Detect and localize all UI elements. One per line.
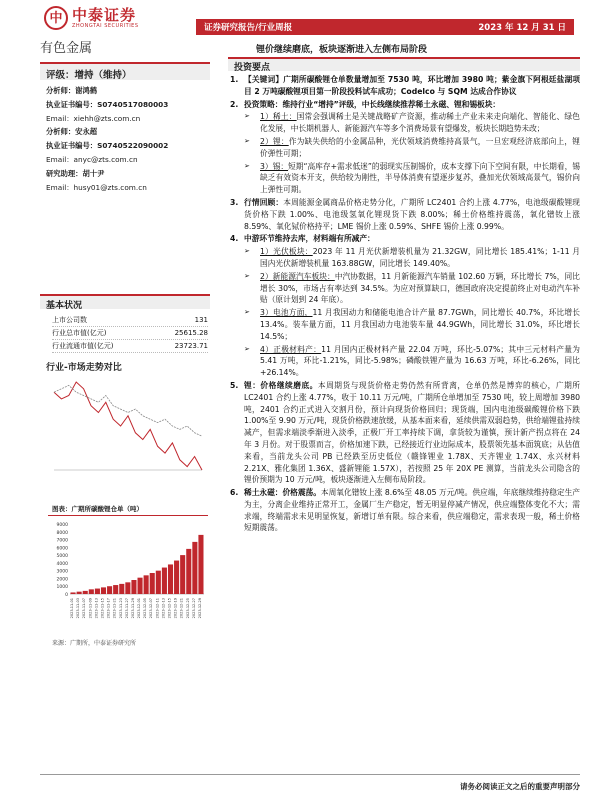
point-2-rare-earth: ➢ 1）稀土：国常会强调稀土是关键战略矿产资源，推动稀土产业未来走向端化、智能化、绿色化发展，中长期机器人、新能源汽车等多个消费场景有望爆发，板块长期趋势未改； (244, 112, 580, 134)
point-4-pv: ➢ 1）光伏板块：2023 年 11 月光伏新增装机量为 21.32GW，同比增长 185.41%；1-11 月国内光伏新增装机量 163.88GW，同比增长 149.40%。 (244, 247, 580, 268)
company-logo (44, 6, 139, 30)
bar (89, 589, 94, 594)
x-tick-label: 2023-12-15 (167, 598, 172, 619)
report-subtitle: 锂价继续磨底，板块逐渐进入左侧布局阶段 (256, 45, 428, 55)
bar (156, 571, 161, 594)
x-tick-label: 2023-12-21 (179, 598, 184, 619)
report-type: 证券研究报告/行业周报 (204, 23, 293, 33)
x-tick-label: 2023-11-29 (130, 598, 135, 619)
arrow-icon: ➢ (244, 247, 250, 256)
arrow-icon: ➢ (244, 271, 250, 280)
bar (174, 561, 179, 594)
y-tick-label: 5000 (56, 554, 68, 560)
arrow-icon: ➢ (244, 161, 250, 170)
x-tick-label: 2023-12-13 (161, 598, 166, 619)
point-1: 1. 【关键词】广期所碳酸锂仓单数量增加至 7530 吨，环比增加 3980 吨；紫金旗下阿根廷盐湖项目 2 万吨碳酸锂项目第一阶段投料试车成功；Codelco 与 SQM 达成合作协议 (230, 75, 580, 96)
point-4-battery: ➢ 3）电池方面，11 月我国动力和储能电池合计产量 87.7GWh，同比增长 40.7%，环比增长 13.4%。装车量方面，11 月我国动力电池装车量 44.9GWh，同比增长 31.0%，环比增长 14.5%； (244, 308, 580, 341)
trend-line-chart (48, 376, 208, 476)
logo-mark-icon: 中 (44, 6, 68, 30)
x-tick-label: 2023-12-11 (155, 598, 160, 619)
bar (138, 578, 143, 594)
x-tick-label: 2023-11-27 (124, 598, 129, 619)
y-tick-label: 0 (65, 593, 68, 598)
bar (131, 580, 136, 594)
x-tick-label: 2023-12-25 (185, 598, 190, 619)
x-tick-label: 2023-12-27 (191, 598, 196, 619)
basic-status-title: 基本状况 (46, 301, 83, 311)
arrow-icon: ➢ (244, 344, 250, 353)
point-2: 2. 投资策略：维持行业“增持”评级，中长线继续推荐稀土永磁、锂和锡板块： (230, 99, 501, 109)
table-row: 上市公司数 131 (52, 314, 208, 327)
trend-head (40, 358, 210, 373)
bar (162, 568, 167, 594)
x-tick-label: 2023-11-23 (118, 598, 123, 619)
arrow-icon: ➢ (244, 136, 250, 145)
industry-title: 有色金属 (40, 41, 93, 56)
bar (192, 542, 197, 594)
point-2-tin: ➢ 3）锡：短期“高库存+需求低迷”的弱现实压制锡价，成本支撑下向下空间有限，中长期看，锡缺乏有效资本开支，供给较为刚性，半导体消费有望逐步复苏，叠加光伏领域高景气，锡价向上弹性可期。 (244, 161, 580, 195)
x-tick-label: 2023-11-03 (76, 598, 81, 619)
y-tick-label: 7000 (56, 538, 68, 544)
logo-name-en: ZHONGTAI SECURITIES (72, 23, 139, 29)
basic-status-head (40, 294, 210, 309)
bar (125, 582, 130, 594)
analyst-2-email: Email：anyc@zts.com.cn (46, 154, 138, 164)
x-tick-label: 2023-12-01 (137, 598, 142, 619)
y-tick-label: 1000 (56, 585, 68, 591)
bar (107, 586, 112, 594)
bar-chart-label: 图表：广期所碳酸锂仓单（吨） (52, 505, 143, 513)
main-head (228, 57, 580, 71)
x-tick-label: 2023-11-15 (100, 598, 105, 619)
point-5: 5. 锂：价格继续磨底。本周期货与现货价格走势仍然有所背离，仓单仍然是博弈的核心，广期所 LC2401 合约上涨 4.77%，收于 10.11 万元/吨，广期所仓单增加至 7530 吨，较上周增加 3980 吨，2401 合约正式进入交割月份，预计向现货价格回归；现货端，国内电池级碳酸锂价格下跌 1.00%至 9.90 万元/吨，现货价格跌速放缓，从基本面来看，延续供需双弱趋势，供给端锂盐持续减产，但需求端淡季渐进入淡季，正极厂开工率持续下调，拿货较为谨慎，预计新产拐点将在 24 年 3 月份。对于股票而言，价格加速下跌，已经接近行业边际成本，股票领先基本面筑底；从估值来看，当前龙头公司 PB 已经跌至历史低位（赣锋锂业 1.78X、天齐锂业 1.74X、永兴材料 2.21X、雅化集团 1.36X、盛新锂能 1.57X），若按照 25 年 20X PE 测算，当前龙头公司隐含的锂价预期为 10 万元/吨，板块逐渐进入左侧布局阶段。 (230, 380, 580, 485)
main-content (230, 74, 580, 535)
x-tick-label: 2023-11-09 (88, 598, 93, 619)
point-6: 6. 稀土永磁：价格震荡。本周氧化镨钕上涨 8.6%至 48.05 万元/吨。供应端，年底继续维持稳定生产为主，分离企业维持正常开工，金属厂生产稳定，暂无明显停减产情况，供应端整体变化不大；需求端，终端需求未见明显恢复，新增订单有限。综合来看，供应端稳定，需求表现一般，稀土价格短期震荡。 (230, 488, 580, 533)
point-4: 4. 中游环节维持去库，材料端有所减产： (230, 234, 375, 244)
analyst-1-name: 分析师：谢鸿鹤 (46, 86, 98, 95)
analyst-1-email: Email：xiehh@zts.com.cn (46, 113, 141, 123)
bar (198, 535, 203, 594)
main-title: 投资要点 (234, 63, 271, 73)
analyst-info (46, 84, 206, 194)
x-tick-label: 2023-12-05 (143, 598, 148, 619)
rating-label: 评级：增持（维持） (46, 70, 132, 81)
arrow-icon: ➢ (244, 112, 250, 121)
x-tick-label: 2023-11-17 (106, 598, 111, 619)
y-tick-label: 8000 (56, 530, 68, 536)
x-tick-label: 2023-11-21 (112, 598, 117, 619)
x-tick-label: 2023-11-13 (94, 598, 99, 619)
bar (95, 589, 100, 594)
warrant-bar-chart (48, 518, 208, 628)
series-line-2 (54, 385, 202, 436)
point-4-cathode: ➢ 4）正极材料产：11 月国内正极材料产量 22.04 万吨，环比-5.07%；其中三元材料产量为 5.41 万吨，环比-1.21%，同比-5.98%；磷酸铁锂产量为 16.63 万吨，环比-6.26%，同比+26.14%。 (244, 344, 580, 378)
point-4-nev: ➢ 2）新能源汽车板块：中汽协数据，11 月新能源汽车销量 102.60 万辆，环比增长 7%，同比增长 30%，市场占有率达到 34.5%。为应对预算缺口，德国政府决定提前终止对电动汽车补贴（原计划到 24 年底）。 (244, 271, 580, 305)
bar (101, 587, 106, 594)
analyst-3-name: 研究助理：胡十尹 (46, 168, 105, 178)
bar (144, 575, 149, 594)
x-tick-label: 2023-11-01 (70, 598, 75, 619)
bar (77, 592, 82, 594)
footer-disclaimer: 请务必阅读正文之后的重要声明部分 (460, 782, 580, 791)
logo-name-cn: 中泰证券 (72, 6, 137, 24)
y-tick-label: 6000 (56, 546, 68, 552)
report-date: 2023 年 12 月 31 日 (478, 23, 566, 33)
y-tick-label: 4000 (56, 561, 68, 567)
y-tick-label: 9000 (56, 523, 68, 528)
bar (113, 585, 118, 594)
y-tick-label: 3000 (56, 569, 68, 575)
bar (150, 573, 155, 594)
analyst-2-cert: 执业证书编号：S0740522090002 (46, 141, 169, 151)
analyst-1-cert: 执业证书编号：S0740517080003 (46, 99, 169, 109)
bar (83, 591, 88, 594)
y-tick-label: 2000 (56, 577, 68, 583)
series-line-1 (54, 382, 202, 470)
arrow-icon: ➢ (244, 308, 250, 317)
page-footer (0, 770, 600, 800)
point-3: 3. 行情回顾：本周能源金属商品价格走势分化，广期所 LC2401 合约上涨 4.77%，电池级碳酸锂现货价格下跌 1.00%、电池级氢氧化锂现货下跌 8.00%；稀土价格维持震荡，氧化镨钕上涨 8.59%、氧化铽价格持平；LME 锡价上涨 0.59%、SHFE 锡价上涨 0.99%。 (230, 197, 580, 231)
footer-divider (40, 774, 580, 775)
report-header-bar (196, 19, 574, 35)
rating-box (40, 62, 210, 80)
bar (180, 555, 185, 594)
trend-title: 行业-市场走势对比 (46, 363, 122, 373)
analyst-2-name: 分析师：安永超 (46, 127, 98, 137)
x-tick-label: 2023-12-19 (173, 598, 178, 619)
bar (119, 584, 124, 594)
analyst-3-email: Email：husy01@zts.com.cn (46, 182, 147, 192)
fig-divider (48, 515, 208, 516)
x-tick-label: 2023-11-07 (82, 598, 87, 619)
basic-status-table (52, 314, 208, 353)
x-tick-label: 2023-12-07 (149, 598, 154, 619)
bar (186, 549, 191, 594)
bar (71, 592, 76, 594)
table-row: 行业总市值(亿元) 25615.28 (52, 327, 208, 340)
table-row: 行业流通市值(亿元) 23723.71 (52, 340, 208, 353)
bar (168, 564, 173, 594)
x-tick-label: 2023-12-29 (197, 598, 202, 619)
chart-source: 来源：广期所，中泰证券研究所 (52, 640, 137, 647)
point-2-lithium: ➢ 2）锂：作为缺失供给的小金属品种，光伏领域消费维持高景气，一旦宏观经济底部向上，锂价弹性可期； (244, 136, 580, 158)
